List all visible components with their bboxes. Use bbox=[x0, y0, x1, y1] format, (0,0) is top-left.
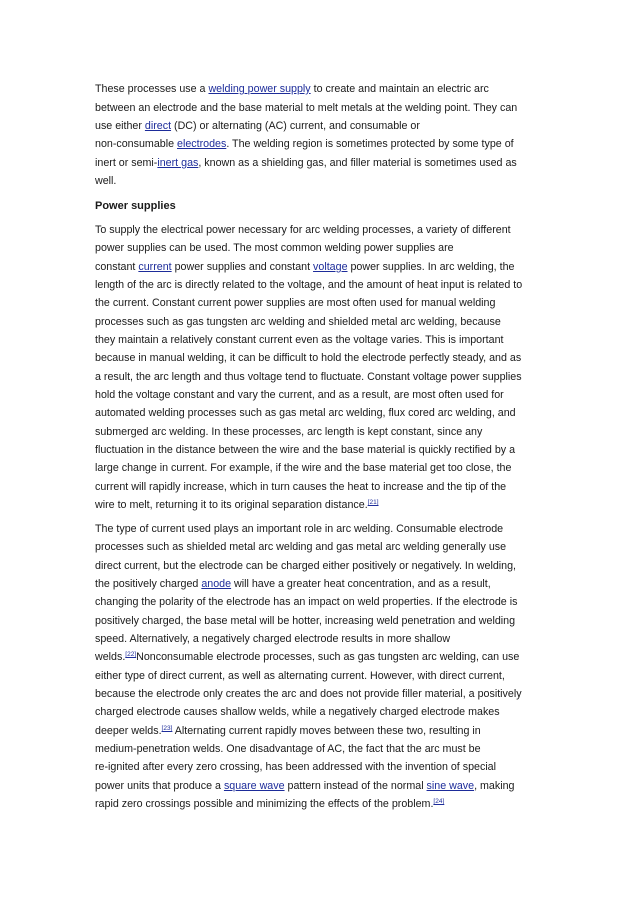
text-run: use either bbox=[95, 120, 145, 132]
link-current[interactable]: current bbox=[138, 261, 172, 273]
text-line bbox=[95, 797, 444, 811]
text-run: (DC) or alternating (AC) current, and consumable or bbox=[171, 120, 420, 132]
text-line: because the electrode only creates the arc and does not provide filler material, a positively bbox=[95, 688, 522, 700]
text-run: to create and maintain an electric arc bbox=[310, 83, 489, 95]
link-anode[interactable]: anode bbox=[201, 578, 232, 590]
text-line: re-ignited after every zero crossing, has been addressed with the invention of special bbox=[95, 761, 497, 773]
text-line: well. bbox=[95, 175, 117, 187]
citation-22[interactable]: [22] bbox=[125, 651, 137, 658]
text-run: pattern instead of the normal bbox=[284, 780, 427, 792]
text-run: will have a greater heat concentration, and as a result, bbox=[231, 578, 491, 590]
text-line bbox=[95, 498, 379, 512]
text-line bbox=[95, 119, 420, 133]
text-line bbox=[95, 137, 514, 151]
text-run: rapid zero crossings possible and minimizing the effects of the problem. bbox=[95, 798, 434, 810]
text-line: large change in current. For example, if the wire and the base material get too close, the bbox=[95, 462, 512, 474]
text-line: medium-penetration welds. One disadvantage of AC, the fact that the arc must be bbox=[95, 743, 481, 755]
section-heading: Power supplies bbox=[95, 200, 176, 212]
text-line: submerged arc welding. In these processes, arc length is kept constant, since any bbox=[95, 426, 483, 438]
text-run: power units that produce a bbox=[95, 780, 224, 792]
text-line: either type of direct current, as well as alternating current. However, with direct current, bbox=[95, 670, 505, 682]
text-line: automated welding processes such as gas metal arc welding, flux cored arc welding, and bbox=[95, 407, 516, 419]
text-line bbox=[95, 156, 517, 170]
text-run: Alternating current rapidly moves between these two, resulting in bbox=[172, 725, 481, 737]
text-run: , known as a shielding gas, and filler material is sometimes used as bbox=[198, 157, 517, 169]
text-run: . The welding region is sometimes protected by some type of bbox=[226, 138, 514, 150]
text-line: between an electrode and the base material to melt metals at the welding point. They can bbox=[95, 102, 518, 114]
text-line bbox=[95, 82, 489, 96]
text-line: hold the voltage constant and vary the current, and as a result, are most often used for bbox=[95, 389, 504, 401]
text-line bbox=[95, 724, 481, 738]
text-run: non-consumable bbox=[95, 138, 177, 150]
link-inert-gas[interactable]: inert gas bbox=[157, 157, 199, 169]
text-line bbox=[95, 577, 491, 591]
text-line: speed. Alternatively, a negatively charged electrode results in more shallow bbox=[95, 633, 451, 645]
text-line: they maintain a relatively constant current even as the voltage varies. This is important bbox=[95, 334, 504, 346]
link-square-wave[interactable]: square wave bbox=[223, 780, 285, 792]
citation-24[interactable]: [24] bbox=[433, 798, 445, 805]
text-line: charged electrode causes shallow welds, while a negatively charged electrode makes bbox=[95, 706, 500, 718]
link-sine-wave[interactable]: sine wave bbox=[426, 780, 475, 792]
text-line: processes such as shielded metal arc welding and gas metal arc welding generally use bbox=[95, 541, 507, 553]
text-run: wire to melt, returning it to its original separation distance. bbox=[95, 499, 368, 511]
text-run: power supplies. In arc welding, the bbox=[347, 261, 515, 273]
text-run: Nonconsumable electrode processes, such as gas tungsten arc welding, can use bbox=[136, 651, 520, 663]
text-line bbox=[95, 650, 519, 664]
text-line: The type of current used plays an important role in arc welding. Consumable electrode bbox=[95, 523, 504, 535]
text-line: current will rapidly increase, which in turn causes the heat to increase and the tip of the bbox=[95, 481, 507, 493]
text-line: To supply the electrical power necessary for arc welding processes, a variety of different bbox=[95, 224, 511, 236]
link-voltage[interactable]: voltage bbox=[313, 261, 348, 273]
text-run: power supplies and constant bbox=[171, 261, 314, 273]
text-line: positively charged, the base metal will be hotter, increasing weld penetration and welding bbox=[95, 615, 516, 627]
text-line: fluctuation in the distance between the wire and the base material is quickly rectified by a bbox=[95, 444, 516, 456]
text-line bbox=[95, 260, 514, 274]
text-line: processes such as gas tungsten arc welding and shielded metal arc welding, because bbox=[95, 316, 501, 328]
text-run: deeper welds. bbox=[95, 725, 162, 737]
text-line: length of the arc is directly related to the voltage, and the amount of heat input is related to bbox=[95, 279, 523, 291]
citation-23[interactable]: [23] bbox=[161, 725, 173, 732]
text-line: power supplies can be used. The most common welding power supplies are bbox=[95, 242, 454, 254]
text-run: welds. bbox=[95, 651, 126, 663]
text-line: changing the polarity of the electrode has an impact on weld properties. If the electrode is bbox=[95, 596, 518, 608]
text-line: because in manual welding, it can be difficult to hold the electrode perfectly steady, and as bbox=[95, 352, 522, 364]
link-welding-power-supply[interactable]: welding power supply bbox=[208, 83, 311, 95]
link-electrodes[interactable]: electrodes bbox=[177, 138, 227, 150]
text-line: a result, the arc length and thus voltage tend to fluctuate. Constant voltage power supplies bbox=[95, 371, 522, 383]
text-run: These processes use a bbox=[95, 83, 209, 95]
text-line: direct current, but the electrode can be charged either positively or negatively. In welding, bbox=[95, 560, 517, 572]
text-run: constant bbox=[95, 261, 139, 273]
text-line bbox=[95, 779, 514, 793]
text-run: inert or semi- bbox=[95, 157, 158, 169]
link-direct[interactable]: direct bbox=[144, 120, 172, 132]
text-run: , making bbox=[474, 780, 515, 792]
text-run: the positively charged bbox=[95, 578, 202, 590]
text-line: the current. Constant current power supplies are most often used for manual welding bbox=[95, 297, 496, 309]
citation-21[interactable]: [21] bbox=[367, 499, 379, 506]
